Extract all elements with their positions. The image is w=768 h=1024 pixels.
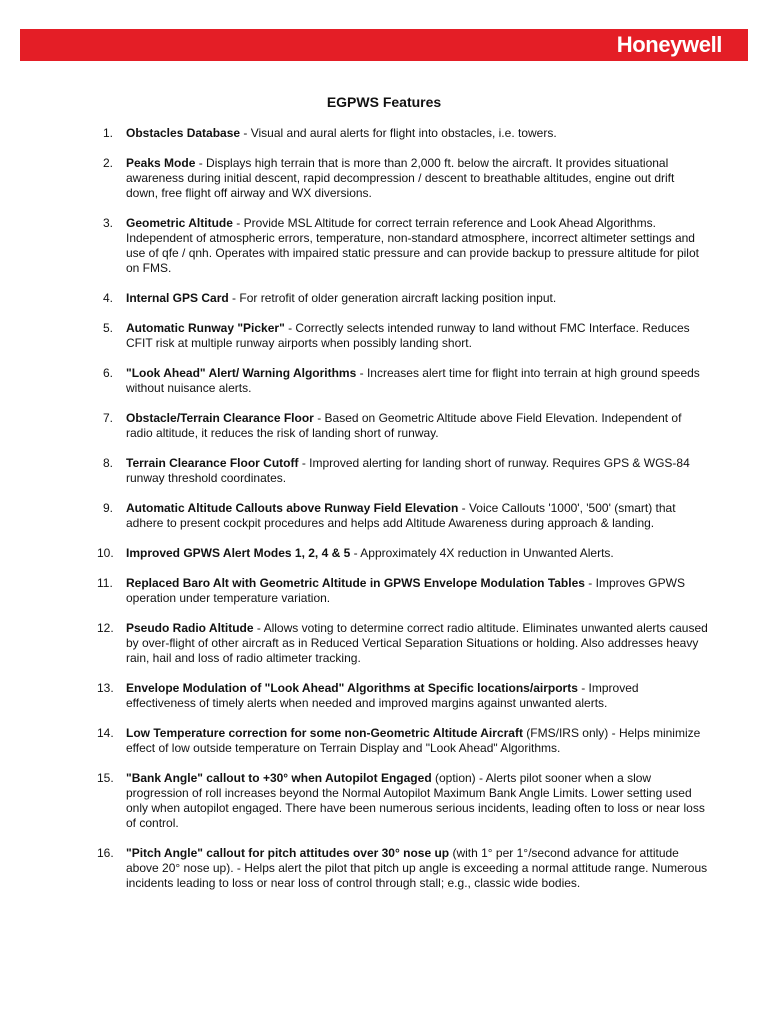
feature-item — [0, 576, 768, 606]
feature-description: - For retrofit of older generation aircraft lacking position input. — [228, 291, 557, 305]
feature-description: - Allows voting to determine correct radio altitude. Eliminates unwanted alerts caused by over-flight of other aircraft as in Reduced Vertical Separation Situations or holding. Also addresses heavy rain, hail and loss of radio altimeter tracking. — [126, 621, 708, 665]
feature-number: 1. — [103, 126, 114, 140]
feature-item — [0, 846, 768, 891]
feature-heading: Internal GPS Card — [126, 291, 229, 305]
feature-description: - Improves GPWS operation under temperature variation. — [126, 576, 685, 605]
honeywell-logo: Honeywell — [616, 32, 722, 57]
header-banner — [20, 29, 748, 61]
feature-item — [0, 726, 768, 756]
feature-item — [0, 126, 768, 141]
feature-item — [0, 621, 768, 666]
feature-heading: Low Temperature correction for some non-Geometric Altitude Aircraft — [126, 726, 523, 740]
feature-description: - Provide MSL Altitude for correct terrain reference and Look Ahead Algorithms. Independent of atmospheric errors, temperature, non-standard atmosphere, incorrect altimeter settings and use of qfe / qnh. Operates with impaired static pressure and can provide backup to pressure altitude for pilot on FMS. — [126, 216, 699, 275]
feature-description: (FMS/IRS only) - Helps minimize effect of low outside temperature on Terrain Display and "Look Ahead" Algorithms. — [126, 726, 701, 755]
feature-description: - Correctly selects intended runway to land without FMC Interface. Reduces CFIT risk at multiple runway airports when possibly landing short. — [126, 321, 690, 350]
feature-number: 4. — [103, 291, 114, 305]
feature-item — [0, 681, 768, 711]
feature-number: 8. — [103, 456, 114, 470]
feature-description: - Improved alerting for landing short of runway. Requires GPS & WGS-84 runway threshold coordinates. — [126, 456, 690, 485]
feature-number: 15. — [97, 771, 114, 785]
feature-heading: Peaks Mode — [126, 156, 196, 170]
feature-number: 14. — [97, 726, 114, 740]
feature-heading: Improved GPWS Alert Modes 1, 2, 4 & 5 — [126, 546, 351, 560]
feature-number: 3. — [103, 216, 114, 230]
feature-description: - Improved effectiveness of timely alerts when needed and improved margins against unwanted alerts. — [126, 681, 639, 710]
feature-heading: Envelope Modulation of "Look Ahead" Algorithms at Specific locations/airports — [126, 681, 578, 695]
feature-item — [0, 291, 768, 306]
feature-number: 13. — [97, 681, 114, 695]
page-title: EGPWS Features — [326, 94, 442, 110]
feature-number: 12. — [97, 621, 114, 635]
feature-list — [0, 126, 768, 906]
feature-description: - Voice Callouts '1000', '500' (smart) that adhere to present cockpit procedures and helps add Altitude Awareness during approach & landing. — [126, 501, 676, 530]
feature-number: 5. — [103, 321, 114, 335]
feature-heading: Obstacle/Terrain Clearance Floor — [126, 411, 314, 425]
feature-heading: Terrain Clearance Floor Cutoff — [126, 456, 299, 470]
feature-description: - Increases alert time for flight into terrain at high ground speeds without nuisance alerts. — [126, 366, 700, 395]
feature-number: 6. — [103, 366, 114, 380]
feature-item — [0, 216, 768, 276]
feature-heading: Geometric Altitude — [126, 216, 233, 230]
feature-item — [0, 456, 768, 486]
feature-number: 10. — [97, 546, 114, 560]
feature-number: 11. — [97, 576, 113, 590]
feature-item — [0, 156, 768, 201]
feature-heading: Obstacles Database — [126, 126, 241, 140]
feature-description: - Displays high terrain that is more than 2,000 ft. below the aircraft. It provides situational awareness during initial descent, rapid decompression / descent to breathable altitudes, engine out drift down, free flight off airway and WX diversions. — [126, 156, 675, 200]
feature-heading: "Look Ahead" Alert/ Warning Algorithms — [126, 366, 357, 380]
feature-number: 16. — [97, 846, 114, 860]
feature-description: - Visual and aural alerts for flight into obstacles, i.e. towers. — [240, 126, 557, 140]
feature-description: - Approximately 4X reduction in Unwanted Alerts. — [350, 546, 614, 560]
feature-item — [0, 411, 768, 441]
feature-heading: "Bank Angle" callout to +30° when Autopilot Engaged — [126, 771, 432, 785]
feature-heading: Pseudo Radio Altitude — [126, 621, 254, 635]
feature-number: 2. — [103, 156, 114, 170]
feature-heading: Automatic Runway "Picker" — [126, 321, 285, 335]
feature-item — [0, 546, 768, 561]
feature-item — [0, 366, 768, 396]
feature-number: 9. — [103, 501, 114, 515]
feature-description: (option) - Alerts pilot sooner when a slow progression of roll increases beyond the Normal Autopilot Maximum Bank Angle Limits. Lower setting used only when autopilot engaged. There have been numerous serious incidents, leading often to loss or near loss of control. — [126, 771, 705, 830]
feature-item — [0, 771, 768, 831]
feature-heading: Automatic Altitude Callouts above Runway Field Elevation — [126, 501, 459, 515]
feature-number: 7. — [103, 411, 114, 425]
feature-description: (with 1° per 1°/second advance for attitude above 20° nose up). - Helps alert the pilot that pitch up angle is exceeding a normal attitude range. Numerous incidents leading to loss or near loss of control through stall; e.g., classic wide bodies. — [126, 846, 708, 890]
feature-item — [0, 321, 768, 351]
feature-item — [0, 501, 768, 531]
feature-heading: "Pitch Angle" callout for pitch attitudes over 30° nose up — [126, 846, 450, 860]
feature-description: - Based on Geometric Altitude above Field Elevation. Independent of radio altitude, it reduces the risk of landing short of runway. — [126, 411, 682, 440]
feature-heading: Replaced Baro Alt with Geometric Altitude in GPWS Envelope Modulation Tables — [126, 576, 585, 590]
